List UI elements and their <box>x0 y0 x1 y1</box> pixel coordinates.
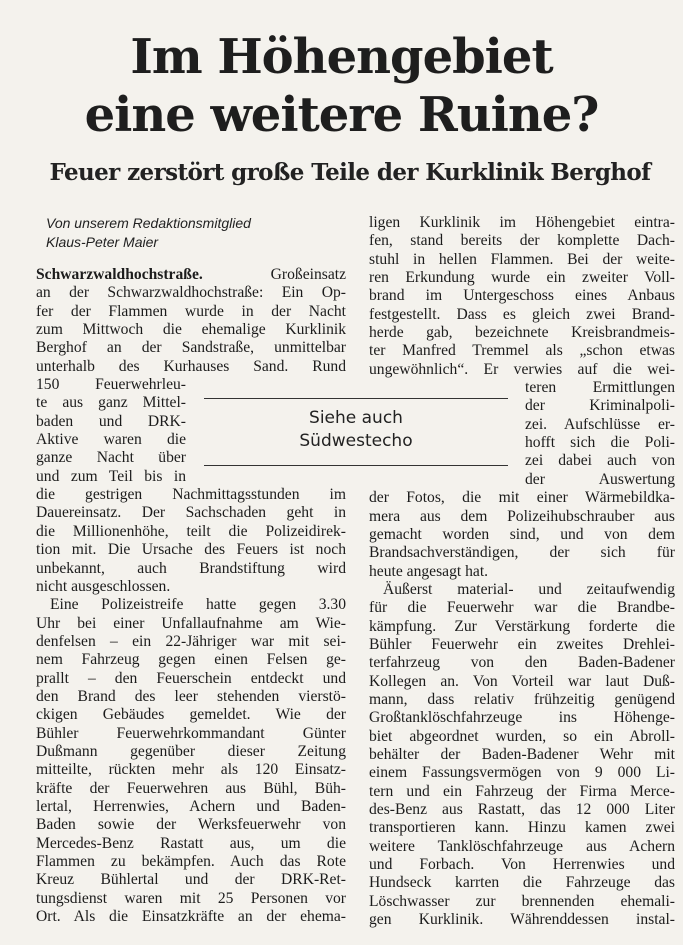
text-line: ganze Nacht über <box>36 449 186 467</box>
text-line: teren Ermittlungen <box>525 379 675 397</box>
text-line: zei. Aufschlüsse er- <box>525 415 675 433</box>
text-line: weitere Tanklöschfahrzeuge aus Achern <box>369 837 675 855</box>
text-line: nicht ausgeschlossen. <box>36 577 171 595</box>
info-box-line: Südwestecho <box>299 431 413 451</box>
text-line: an der Schwarzwaldhochstraße: Ein Op- <box>36 284 346 302</box>
text-line: Großtanklöschfahrzeuge ins Höhenge- <box>369 709 675 727</box>
text-line: Eine Polizeistreife hatte gegen 3.30 <box>50 596 346 614</box>
text-line: Bühler Feuerwehr ein zweites Drehlei- <box>369 635 675 653</box>
text-line: unbekannt, auch Brandstiftung wird <box>36 559 346 577</box>
headline-line: eine weitere Ruine? <box>84 87 599 143</box>
text-line: zum Mittwoch die ehemalige Kurklinik <box>36 321 346 339</box>
text-line: Mercedes-Benz Rastatt aus, um die <box>36 834 346 852</box>
text-line: tern und ein Fahrzeug der Firma Merce- <box>369 782 675 800</box>
text-line: Dußmann gegenüber dieser Zeitung <box>36 742 346 760</box>
text-line: für die Feuerwehr war die Brandbe- <box>369 599 675 617</box>
text-line: den Brand des leer stehenden vierstö- <box>36 687 346 705</box>
text-line: tion mit. Die Ursache des Feuers ist noch <box>36 541 346 559</box>
text-line: Baden sowie der Werksfeuerwehr von <box>36 816 346 834</box>
text-line: kämpfung. Zur Verstärkung forderte die <box>369 617 675 635</box>
text-line: und Forbach. Von Herrenwies und <box>369 856 675 874</box>
text-line: Uhr bei einer Unfallaufnahme am Wie- <box>36 614 346 632</box>
text-line: festgestellt. Dass es gleich zwei Brand- <box>369 305 675 323</box>
text-line: Ort. Als die Einsatzkräfte an der ehema- <box>36 908 346 926</box>
text-line: Brandsachverständigen, der sich für <box>369 544 675 562</box>
text-line: kräfte der Feuerwehren aus Bühl, Büh- <box>36 779 346 797</box>
text-line: Kreuz Bühlertal und der DRK-Ret- <box>36 871 346 889</box>
text-line: stuhl in hellen Flammen. Bei der weite- <box>369 250 675 268</box>
byline-line: Von unserem Redaktionsmitglied <box>46 215 251 231</box>
text-line: ungewöhnlich“. Er verwies auf die wei- <box>369 360 675 378</box>
text-line: Kollegen an. Von Vorteil war laut Duß- <box>369 672 675 690</box>
text-line: biet abgeordnet wurden, so ein Abroll- <box>369 727 675 745</box>
headline-line: Im Höhengebiet <box>130 29 553 85</box>
text-line: brand im Untergeschoss eines Anbaus <box>369 287 675 305</box>
text-line: Äußerst material- und zeitaufwendig <box>383 580 675 598</box>
text-line: fer der Flammen wurde in der Nacht <box>36 302 346 320</box>
text-line: ter Manfred Tremmel als „schon etwas <box>369 342 675 360</box>
text-line: heute angesagt hat. <box>369 562 489 580</box>
text-line: einem Fassungsvermögen von 9 000 Li- <box>369 764 675 782</box>
text-line: fen, stand bereits der komplette Dach- <box>369 232 675 250</box>
text-line: Dauereinsatz. Der Sachschaden geht in <box>36 504 346 522</box>
text-line: der Auswertung <box>525 470 675 488</box>
text-line: Aktive waren die <box>36 431 186 449</box>
text-line: gemacht worden sind, und von dem <box>369 525 675 543</box>
text-line: hofft sich die Poli- <box>525 434 675 452</box>
text-line: die Millionenhöhe, teilt die Polizeidirek- <box>36 522 346 540</box>
text-line: zei dabei auch von <box>525 452 675 470</box>
text-line: des-Benz aus Rastatt, das 12 000 Liter <box>369 801 675 818</box>
info-box-line: Siehe auch <box>309 408 403 428</box>
text-line: der Kriminalpoli- <box>525 397 675 415</box>
text-line: unterhalb des Kurhauses Sand. Rund <box>36 357 346 375</box>
text-line: mitteilte, rückten mehr als 120 Einsatz- <box>36 761 346 779</box>
text-line: ckigen Gebäudes gemeldet. Wie der <box>36 706 346 724</box>
text-line: tungsdienst waren mit 25 Personen vor <box>36 889 346 907</box>
headline <box>0 28 683 144</box>
text-fragment: Großeinsatz <box>202 266 346 283</box>
text-line: behälter der Baden-Badener Wehr mit <box>369 745 675 763</box>
article-column-2 <box>369 214 675 929</box>
article-column-1 <box>36 266 346 926</box>
text-line: herde gab, bezeichnete Kreisbrandmeis- <box>369 324 675 342</box>
info-box <box>204 398 508 466</box>
text-line: Bühler Feuerwehrkommandant Günter <box>36 724 346 742</box>
text-line: ren Erkundung wurde ein zweiter Voll- <box>369 269 675 287</box>
text-line: mera aus dem Polizeihubschrauber aus <box>369 507 675 525</box>
text-line: Löschwasser zur brennenden ehemali- <box>369 892 675 910</box>
text-line <box>36 266 346 284</box>
byline <box>46 214 251 252</box>
text-line: Berghof an der Sandstraße, unmittelbar <box>36 339 346 357</box>
dateline: Schwarzwaldhochstraße. <box>36 266 203 283</box>
text-line: te aus ganz Mittel- <box>36 394 186 412</box>
text-line: und zum Teil bis in <box>36 467 186 485</box>
text-line: 150 Feuerwehrleu- <box>36 376 186 394</box>
text-line: mann, dass relativ frühzeitig genügend <box>369 690 675 708</box>
text-line: der Fotos, die mit einer Wärmebildka- <box>369 489 675 507</box>
text-line: prallt – den Feuerschein entdeckt und <box>36 669 346 687</box>
text-line: Hundseck karrten die Fahrzeuge das <box>369 874 675 892</box>
text-line: nem Fahrzeug gegen einen Felsen ge- <box>36 651 346 669</box>
byline-line: Klaus-Peter Maier <box>46 234 159 250</box>
text-line: Flammen zu bekämpfen. Auch das Rote <box>36 853 346 870</box>
text-line: baden und DRK- <box>36 412 186 430</box>
subheadline: Feuer zerstört große Teile der Kurklinik Berghof <box>49 159 651 186</box>
text-line: terfahrzeug von den Baden-Badener <box>369 654 675 672</box>
text-line: gen Kurklinik. Währenddessen instal- <box>369 911 675 929</box>
text-line: transportieren kann. Hinzu kamen zwei <box>369 819 675 837</box>
text-line: die gestrigen Nachmittagsstunden im <box>36 486 346 504</box>
text-line: denfelsen – ein 22-Jähriger war mit sei- <box>36 632 346 650</box>
text-line: lertal, Herrenwies, Achern und Baden- <box>36 797 346 815</box>
text-line: ligen Kurklinik im Höhengebiet eintra- <box>369 214 675 231</box>
